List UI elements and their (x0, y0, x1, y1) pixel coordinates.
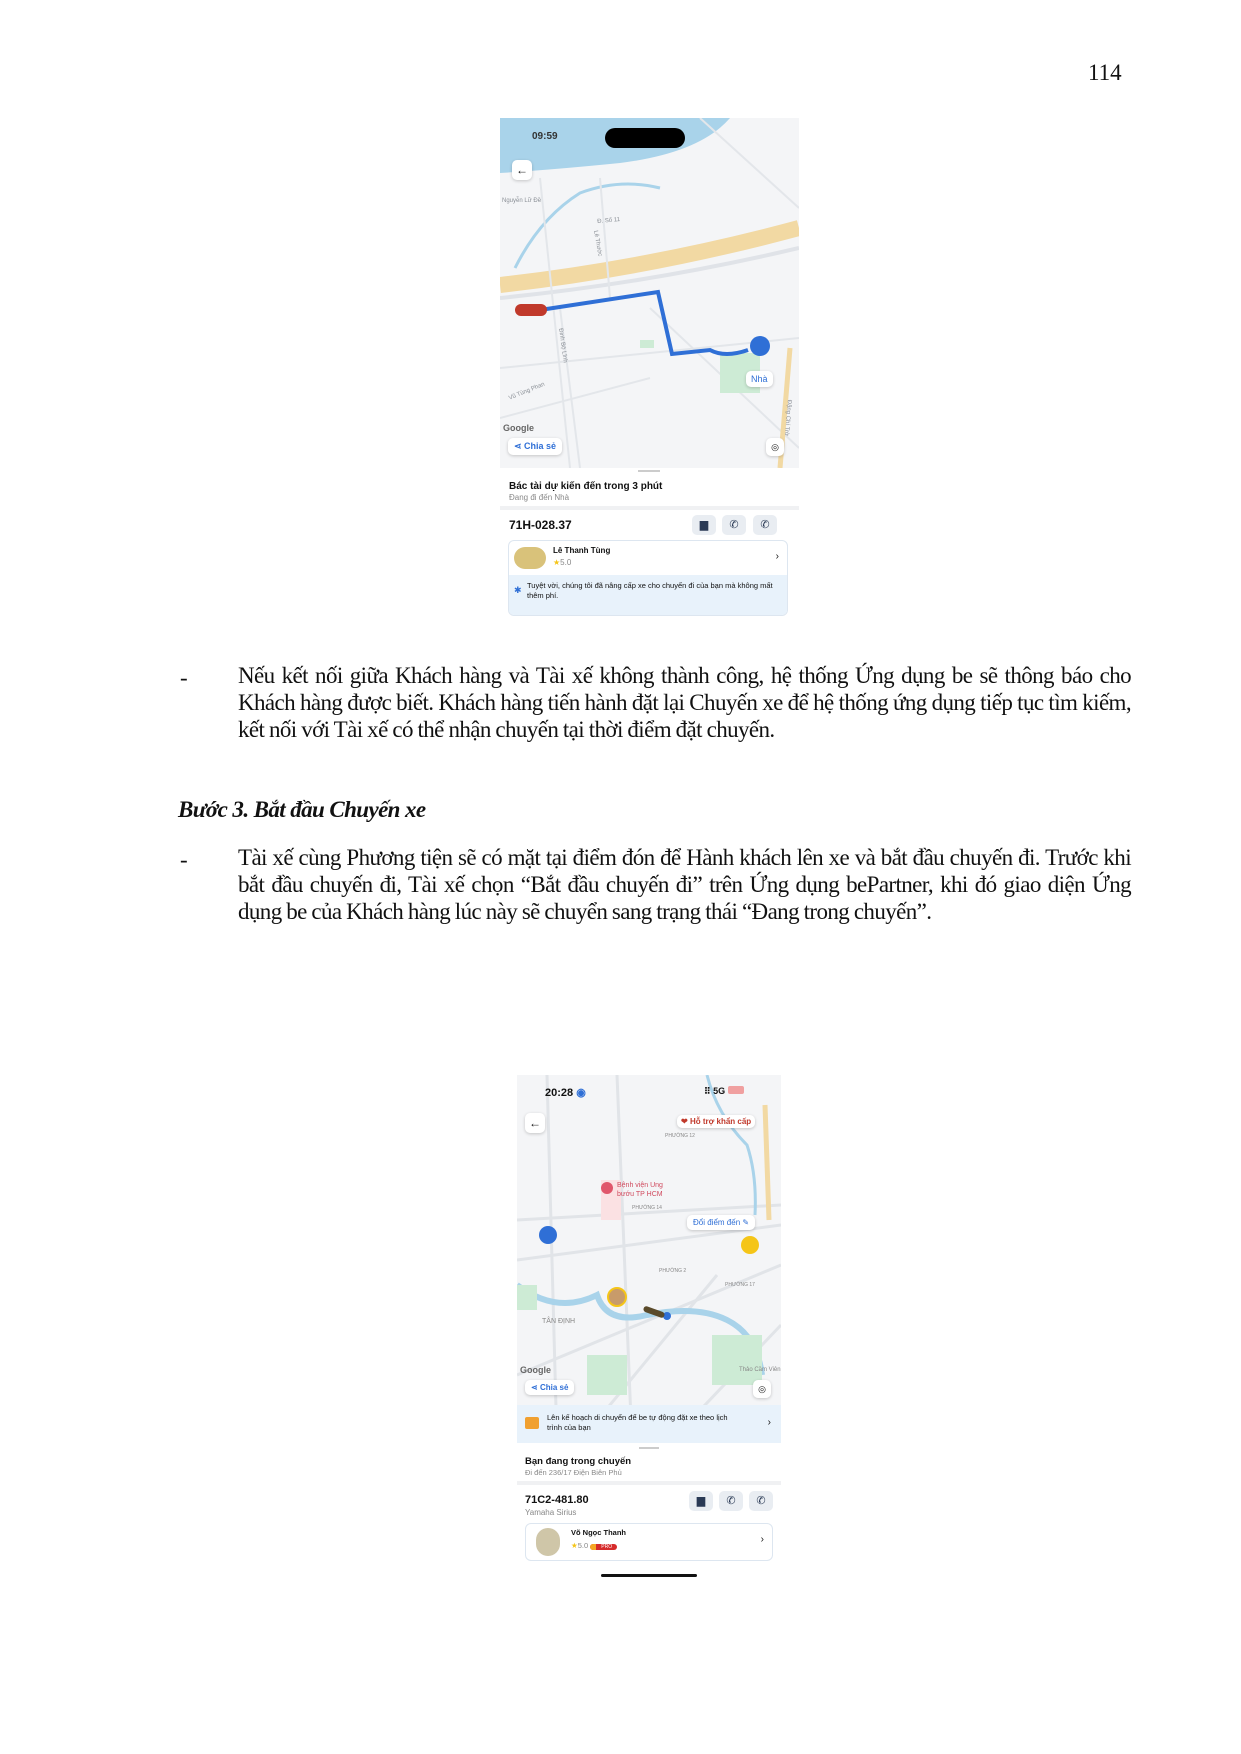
chevron-right-icon: › (775, 551, 779, 562)
street-label: Lê Thước (592, 230, 603, 257)
street-label: Đặng Chí Trờ (782, 399, 792, 437)
street-label: Nguyễn Lữ Đề (502, 198, 542, 204)
driver-name: Lê Thanh Tùng (553, 546, 611, 555)
page-number: 114 (1088, 60, 1122, 85)
star-icon: ★ (553, 558, 561, 567)
plate-number: 71H-028.37 (509, 518, 572, 532)
emergency-button[interactable]: ❤ Hỗ trợ khẩn cấp (677, 1115, 755, 1128)
chat-button[interactable]: ▆ (689, 1491, 713, 1511)
divider (517, 1481, 781, 1485)
back-button[interactable]: ← (525, 1113, 545, 1133)
plan-banner-text: Lên kế hoạch di chuyển để be tự động đặt xe theo lịch trình của bạn (547, 1413, 728, 1432)
bullet-dash: - (180, 847, 188, 872)
street-label: Đ. Số 11 (597, 217, 621, 225)
locate-button[interactable]: ◎ (753, 1380, 771, 1398)
home-indicator (601, 1574, 697, 1577)
chevron-right-icon: › (767, 1417, 771, 1428)
driver-card[interactable] (525, 1523, 773, 1561)
pencil-icon: ✎ (742, 1218, 750, 1227)
area-label: PHƯỜNG 14 (632, 1205, 662, 1211)
screenshot-driver-arriving (500, 118, 799, 626)
paragraph-connection-failure: Nếu kết nối giữa Khách hàng và Tài xế không thành công, hệ thống Ứng dụng be sẽ thông báo cho Khách hàng được biết. Khách hàng tiến hành đặt lại Chuyến xe để hệ thống ứng dụng tiếp tục tìm kiếm, kết nối với Tài xế có thể nhận chuyến tại thời điểm đặt chuyến. (238, 663, 1131, 742)
status-time: 20:28 ◉ (545, 1087, 586, 1099)
hospital-label: Bệnh viện Ung bướu TP HCM (617, 1182, 663, 1198)
map-view (500, 118, 799, 468)
chevron-right-icon: › (760, 1534, 764, 1545)
divider (500, 506, 799, 510)
origin-pin-icon (539, 1226, 557, 1244)
bottom-sheet (500, 468, 799, 626)
upgrade-note: Tuyệt vời, chúng tôi đã nâng cấp xe cho chuyến đi của bạn mà không mất thêm phí. (527, 581, 773, 600)
network-status: ⠿ 5G (704, 1086, 744, 1097)
internet-call-button[interactable]: ✆ (719, 1491, 743, 1511)
upgrade-banner (509, 575, 787, 615)
locate-button[interactable]: ◎ (766, 438, 784, 456)
sheet-handle (639, 1447, 659, 1449)
street-label: Vũ Tùng Phan (508, 381, 546, 402)
street-label: Đinh Bộ Lĩnh (557, 328, 568, 364)
google-logo: Google (503, 423, 534, 433)
share-label: Chia sẻ (524, 441, 557, 451)
bullet-dash: - (180, 665, 188, 690)
sparkle-icon: ✱ (514, 585, 522, 595)
eta-subtitle: Đang đi đến Nhà (509, 493, 570, 502)
change-destination-button[interactable]: Đổi điểm đến ✎ (687, 1215, 755, 1230)
calendar-icon (525, 1417, 539, 1429)
driver-card[interactable] (508, 540, 788, 616)
sheet-handle (638, 470, 660, 472)
pickup-pin-icon (750, 336, 770, 356)
driver-rating: ★5.0 (553, 558, 572, 567)
pro-badge: PRO (590, 1544, 617, 1550)
call-button[interactable]: ✆ (749, 1491, 773, 1511)
area-label: Thảo Cầm Viên (739, 1367, 781, 1373)
vehicle-model: Yamaha Sirius (525, 1508, 577, 1517)
dynamic-island (605, 128, 685, 148)
back-button[interactable]: ← (512, 160, 532, 180)
hospital-icon (601, 1182, 613, 1194)
google-logo: Google (520, 1365, 551, 1375)
plate-number: 71C2-481.80 (525, 1494, 589, 1506)
area-label: PHƯỜNG 12 (665, 1133, 695, 1139)
bottom-sheet (517, 1443, 781, 1585)
plan-banner[interactable] (517, 1405, 781, 1443)
eta-title: Bác tài dự kiến đến trong 3 phút (509, 481, 663, 492)
share-button[interactable] (508, 438, 562, 455)
driver-avatar (536, 1528, 560, 1556)
area-label: PHƯỜNG 17 (725, 1282, 755, 1288)
call-button[interactable]: ✆ (753, 515, 777, 535)
trip-subtitle: Đi đến 236/17 Điện Biên Phủ (525, 1468, 622, 1477)
section-heading-step-3: Bước 3. Bắt đầu Chuyến xe (178, 797, 426, 822)
destination-pin-icon (741, 1236, 759, 1254)
emergency-icon: ❤ (681, 1117, 690, 1126)
car-icon (515, 304, 547, 316)
area-label: TÂN ĐỊNH (542, 1318, 576, 1325)
share-icon: ⋖ (531, 1383, 540, 1392)
screenshot-in-trip (517, 1075, 781, 1585)
share-button[interactable]: ⋖ Chia sẻ (525, 1380, 574, 1395)
chat-button[interactable]: ▆ (692, 515, 716, 535)
paragraph-trip-start: Tài xế cùng Phương tiện sẽ có mặt tại điểm đón để Hành khách lên xe và bắt đầu chuyến đi. Trước khi bắt đầu chuyến đi, Tài xế chọn “Bắt đầu chuyến đi” trên Ứng dụng bePartner, khi đó giao diện Ứng dụng be của Khách hàng lúc này sẽ chuyển sang trạng thái “Đang trong chuyến”. (238, 845, 1131, 924)
driver-rating: ★5.0 PRO (571, 1541, 617, 1550)
destination-label: Nhà (746, 371, 773, 387)
share-icon: ⋖ (514, 441, 525, 451)
driver-avatar (514, 547, 546, 569)
area-label: PHƯỜNG 2 (659, 1268, 687, 1274)
trip-title: Bạn đang trong chuyến (525, 1456, 632, 1467)
status-time: 09:59 (532, 131, 558, 142)
internet-call-button[interactable]: ✆ (722, 515, 746, 535)
battery-icon (728, 1086, 744, 1094)
driver-name: Võ Ngọc Thanh (571, 1528, 626, 1537)
star-icon: ★ (571, 1541, 578, 1550)
location-icon: ◉ (576, 1087, 586, 1099)
driver-avatar-marker (608, 1288, 626, 1306)
